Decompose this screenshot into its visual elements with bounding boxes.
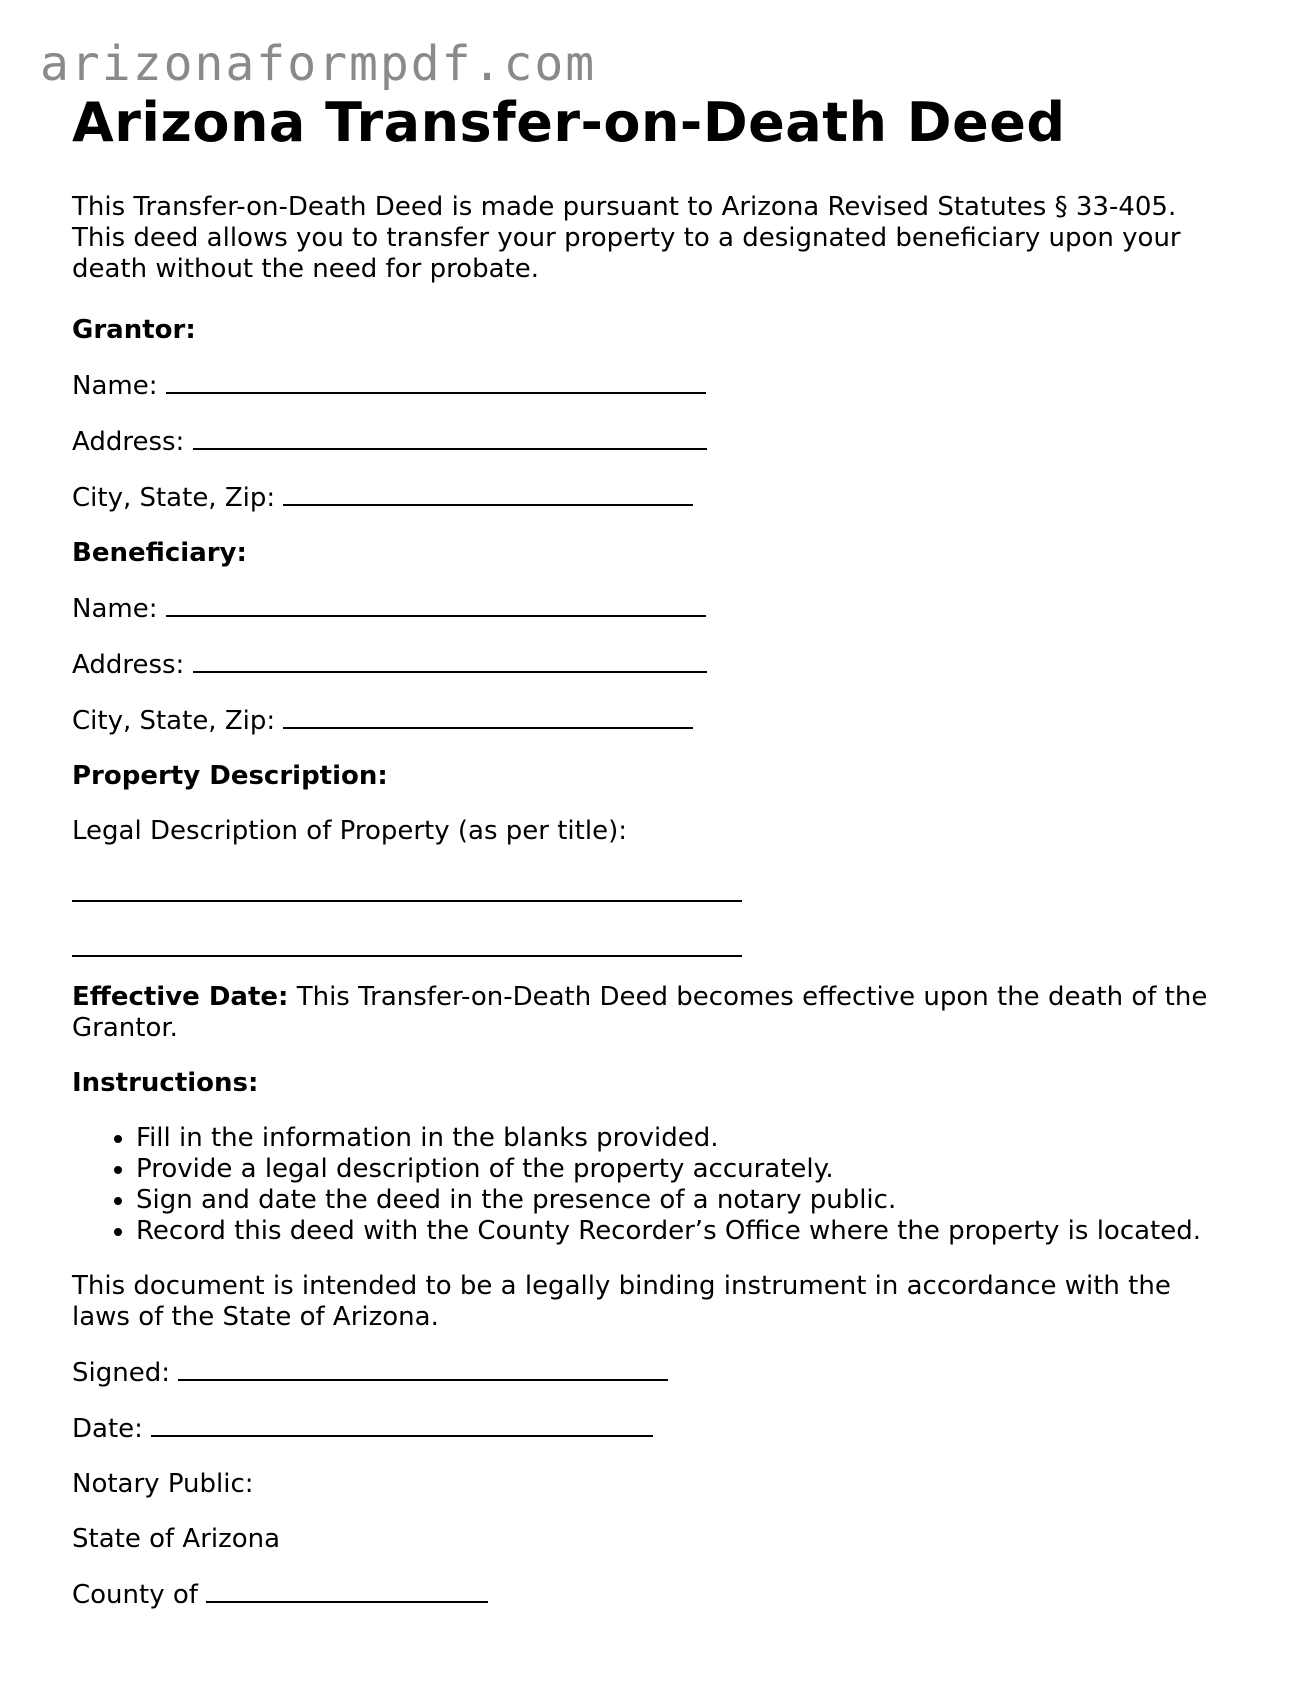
county-label: County of: [72, 1580, 198, 1611]
beneficiary-city-label: City, State, Zip:: [72, 706, 276, 737]
instructions-list: [72, 1123, 1232, 1247]
signed-row: [72, 1357, 1232, 1389]
list-item: • Record this deed with the County Recorder’s Office where the property is located.: [136, 1216, 1232, 1247]
beneficiary-address-label: Address:: [72, 650, 185, 681]
beneficiary-address-field[interactable]: [193, 649, 707, 673]
grantor-city-row: [72, 482, 1232, 514]
legal-description-line-1[interactable]: [72, 871, 742, 902]
deed-document: [72, 92, 1232, 1611]
signed-label: Signed:: [72, 1358, 170, 1389]
legal-description-line-2[interactable]: [72, 926, 742, 957]
intro-paragraph: This Transfer-on-Death Deed is made pursuant to Arizona Revised Statutes § 33-405. This deed allows you to transfer your property to a designated beneficiary upon your death without the need for probate.: [72, 192, 1181, 285]
grantor-name-label: Name:: [72, 371, 158, 402]
notary-label: Notary Public:: [72, 1469, 254, 1500]
county-row: [72, 1579, 1232, 1611]
grantor-heading: Grantor:: [72, 315, 196, 346]
watermark: arizonaformpdf.com: [40, 36, 597, 92]
beneficiary-address-row: [72, 649, 1232, 681]
beneficiary-name-field[interactable]: [166, 593, 706, 617]
beneficiary-city-field[interactable]: [283, 705, 693, 729]
list-item: • Sign and date the deed in the presence of a notary public.: [136, 1185, 1232, 1216]
date-field[interactable]: [151, 1413, 653, 1437]
date-row: [72, 1413, 1232, 1445]
document-title: Arizona Transfer-on-Death Deed: [72, 91, 1066, 154]
grantor-city-label: City, State, Zip:: [72, 483, 276, 514]
county-field[interactable]: [206, 1579, 488, 1603]
list-item: • Provide a legal description of the property accurately.: [136, 1154, 1232, 1185]
grantor-address-row: [72, 426, 1232, 458]
beneficiary-name-row: [72, 593, 1232, 625]
closing-paragraph: This document is intended to be a legally binding instrument in accordance with the laws of the State of Arizona.: [72, 1271, 1171, 1333]
effective-date-text: This Transfer-on-Death Deed becomes effective upon the death of the Grantor.: [72, 982, 1208, 1044]
list-item: • Fill in the information in the blanks provided.: [136, 1123, 1232, 1154]
beneficiary-heading: Beneficiary:: [72, 538, 247, 569]
signature-field[interactable]: [178, 1357, 668, 1381]
instructions-heading: Instructions:: [72, 1068, 259, 1099]
grantor-address-field[interactable]: [193, 426, 707, 450]
grantor-address-label: Address:: [72, 427, 185, 458]
grantor-city-field[interactable]: [283, 482, 693, 506]
beneficiary-city-row: [72, 705, 1232, 737]
legal-description-label: Legal Description of Property (as per title):: [72, 816, 627, 847]
state-label: State of Arizona: [72, 1524, 281, 1555]
effective-date-label: Effective Date:: [72, 982, 289, 1013]
beneficiary-name-label: Name:: [72, 594, 158, 625]
effective-date-paragraph: [72, 982, 1232, 1044]
grantor-name-row: [72, 370, 1232, 402]
date-label: Date:: [72, 1414, 143, 1445]
grantor-name-field[interactable]: [166, 370, 706, 394]
property-heading: Property Description:: [72, 761, 388, 792]
